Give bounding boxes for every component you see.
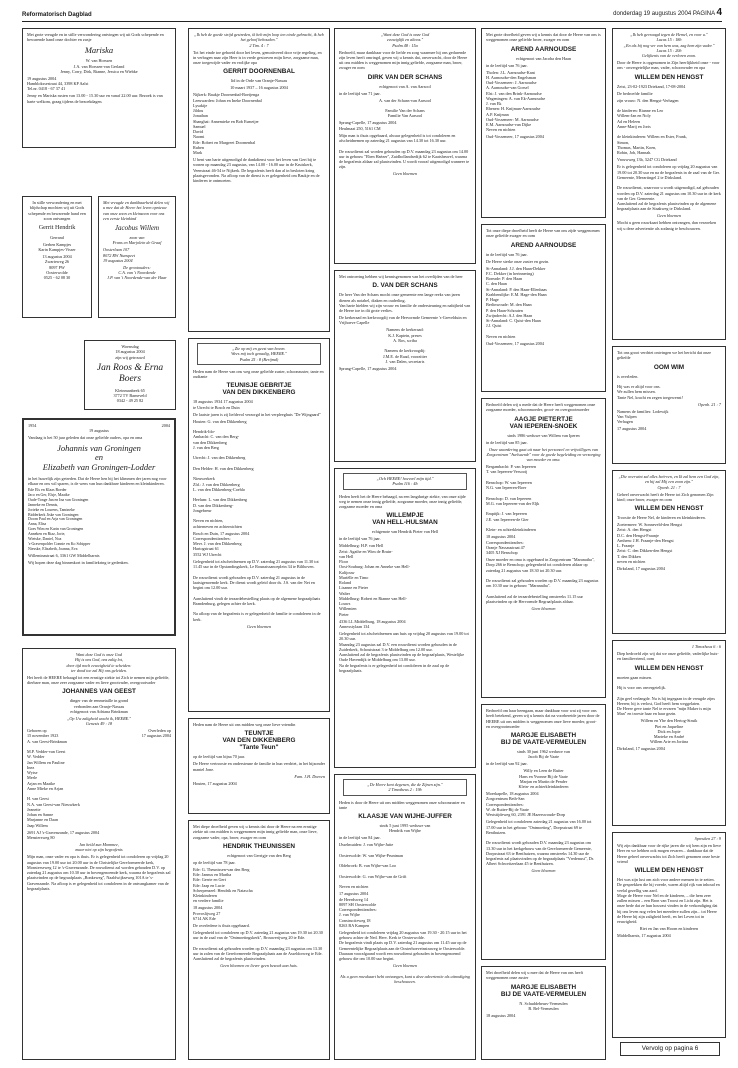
- funeral-details: Mijn man is thuis opgebaard, alwaar gelegenheid is tot condoleren en afscheidnemen op zaterdag 21 augustus van 14.30 tot 16.30 uur. De rouwdienst zal worden gehouden op D.V. maandag 23 augustus om 14.00 uur in gebouw "Eben Haëzer", Zuidhollandsedijk 62 te Kaatsheuvel, waarna de begrafenis aldaar zal plaatsvinden. U wordt vooraf uitgenodigd wanneer te zijn.: [339, 132, 470, 170]
- family-list: St-Annaland: J.J. den Haan-Dekker F.C. Dekker (in herinnering) Boreade: P. den Haan C. den Haan St-Annaland: P. den Haan-Ellenbaas Krabbendijke: E.M. Hage-den Haan P. Hage Berlinwoude: M. den Haan P. den Haan-Schouten Zwijndrecht: A.J. den Haan St-Annaland: C. Quist-den Haan J.J. Quist Neven en nichten: [486, 265, 547, 339]
- subtitle: echtgenoot van Gerrigje van den Berg: [227, 852, 291, 858]
- funeral-details: Gelegenheid tot condoleren zaterdag 21 augustus van 16.00 tot 17.00 uur in het gebouw "Ontmoeting", Dorpsstraat 69 te Benthuizen. De rouwdienst wordt gehouden D.V. maandag 23 augustus om 13.30 uur in het kerkgebouw van de Gereformeerde Gemeente, Dorpsstraat 63 te Benthuizen, waarna omstreeks 14.30 uur de begrafenis zal plaatsvinden op de begraafplaats "Vredenust", Dr. Albert Schweitzerlaan 45 te Benthuizen.: [486, 819, 594, 867]
- year-end: 2004: [161, 423, 170, 428]
- closing-note: Geen bloemen Als u geen rouwkaart hebt ontvangen, kunt u deze advertentie als uitnodiging beschouwen.: [340, 963, 470, 985]
- birth-announcement-mariska: [22, 28, 176, 148]
- obituary-hendrik-theunissen: [188, 820, 330, 1060]
- subtitle: sinds 5 juni 1995 weduwe van Hendrik van Wijhe: [379, 823, 431, 834]
- column-5: [612, 28, 726, 1060]
- ad-intro: Geheel onverwacht heeft de Heere tot Zich genomen Zijn kind; onze broer, zwager en oom: [617, 491, 714, 502]
- page-number: 4: [716, 6, 722, 18]
- ad-text: is overleden. Hij was er altijd voor ons. We zullen hem missen. Tante Nel, kracht en zegen toegewenst!: [617, 373, 683, 400]
- deceased-name: KLAASJE VAN WIJHE-JUFFER: [358, 813, 452, 820]
- age: op de leeftijd van 78 jaar.: [193, 859, 236, 865]
- age: in de leeftijd van 84 jaar.: [339, 835, 381, 841]
- ad-intro: Vandaag is het 50 jaar geleden dat onze geliefde ouders, opa en oma: [28, 435, 143, 441]
- funeral-details: Gelegenheid tot condoleren vrijdag 20 augustus van 19.30 - 20.15 uur in het gebouw achter de Ned. Herv. Kerk te Oosterwolde. De begrafenis vindt plaats op D.V. zaterdag 21 augustus om 11.45 uur op de Gemeentelijke Begraafplaats aan de Oosterhoeveinstraweg te Oosterwolde. Daaraan voorafgaand wordt een rouwdienst gehouden in bovengenoemd gebouw die om 10.00 uur begint.: [339, 929, 467, 962]
- deceased-name: WILLEM DEN HENGST: [634, 73, 704, 81]
- family-list: Zoetermeer: W. Sonneveld-den Hengst Zeist: A. den Hengst D.C. den Hengst-Fraanje Arnhem: J.H. Fraanje-den Hengst L. Fraanje Zeist: C. den Dikken-den Hengst T. den Dikken neven en nichten: [617, 522, 683, 564]
- deceased-name: WILLEM DEN HENGST: [634, 505, 704, 513]
- column-1: [22, 28, 176, 1060]
- ad-text: moeten gaan missen. Hij is voor ons onvergetelijk. Zijn geel verlangde. Nu is hij ingegaan in de vreugde zijns Heeren; hij is verlost, God heeft hem weggelaten. De Heere geve tante Nel te ervaren "mijn Maker is mijn Man" en troeste haar en haar gezin.: [617, 674, 716, 717]
- column-3: [334, 28, 476, 1060]
- newspaper-name: Reformatorisch Dagblad: [22, 11, 92, 18]
- column-2: [188, 28, 330, 1060]
- quote: „De Heere kent degenen, die de Zijnen zijn." 2 Timotheus 2 : 19b: [343, 779, 467, 796]
- deceased-name: WILLEM DEN HENGST: [634, 867, 704, 875]
- ad-intro: Met ontroering hebben wij kennisgenomen van het overlijden van de heer: [339, 274, 463, 279]
- obituary-willempje: [334, 468, 476, 768]
- place-date: Oud-Vossemeer, 17 augustus 2004: [486, 340, 544, 346]
- family-list: Bergambacht: P. van Iepeeren T. van Iepeeren-Versooij Benschop: W. van Iepeeren N.G. van Iepeeren-Boer Benschop: D. van Iepeeren M.G. van Iepeeren-van der Eljk Empitjk: J. van Iepeeren J.E. van Iepeeren-de Gier Klein- en achterkleinkinderen: [486, 464, 540, 533]
- family-list: A. van Geest-Brinkman M.P. Vedder-van Geest W. Vedder Jan Willem en Pauline Inez Wytse Merle Arjan en Maaike Anne Mieke en Arjan H. van Geest N.A. van Geest-van Nieuwkerk Jeanette Johan en Sanne Marjanne en Daan Jaap Willem: [27, 738, 80, 828]
- family-list: Tholen: J.L. Aarnoudse-Kant H. Aarnoudse-den Engelsman Oud-Vossemeer: J. Aarnoudse A. Aarnoudse-van Gorsel Elst: J. van den Brink-Aarnoudse Wageningen: A. van Ek-Aarnoudse J. van Ek Rhenen: H. Knijman-Aarnoudse A.P. Knijman Oud-Vossemeer: M. Aarnoudse E.M. Aarnoudse-van Dijke Neven en nichten: [486, 69, 546, 133]
- obituary-dirk-van-der-schans: [334, 28, 476, 264]
- ad-text: Het was zijn lust om zich voor andere mensen in te zetten. De gesprekken die hij voerde, waren altijd rijk van inhoud en veelal gezellig van aard. Moge de Heere voor Nel en de kinderen, – die hem zeer zullen missen – een Bron van Troost en Licht zijn. Het is onze bede dat ze hun houvast vinden in de verkondiging dat bij ons leven nog velen het meerdere zullen zijn... tot Heere de Heere hij zijn zaligheid heeft, en het Leven tot in eeuwigheid.: [617, 877, 720, 925]
- quote: Openb. 21 : 7: [697, 401, 721, 407]
- age: in de leeftijd van 76 jaar.: [339, 536, 381, 542]
- obituary-willem-den-hengst-vriend: [612, 832, 726, 1038]
- deceased-name: AREND AARNOUDSE: [510, 241, 577, 249]
- life-dates: Zeist, 23-02-1923 Driekand, 17-08-2004: [617, 83, 686, 89]
- place-date: Sprang-Capelle, 17 augustus 2004: [339, 365, 397, 371]
- ad-text: in het huwelijk zijn getreden. Dat de Heere hen bij het klimmen der jaren nog voor elkaar en ons wil sparen, is de wens van hun dankbare kinderen en kleinkinderen.: [28, 475, 167, 487]
- place-date: Oud-Vossemeer, 17 augustus 2004: [486, 134, 544, 140]
- verse: „Op Uw zaligheid wacht ik, HEERE." Genesis 49 : 18: [67, 715, 131, 727]
- details: 13 augustus 2004 Zwarteweg 26 8097 PW Oosterwolde 0525 - 62 08 30: [42, 254, 72, 281]
- anniversary-announcement: [22, 418, 176, 636]
- quote: „Die overwint zal alles beërven, en Ik zal hem een God zijn, en hij zal Mij een zoon zijn." Openb. 21 : 7: [618, 474, 720, 490]
- child-subname: zoon van Frans en Marjolein de Graaf: [112, 235, 162, 246]
- address: Kleinmanbeek 65 3772 TV Barneveld 0342 - 49 25 82: [113, 387, 147, 404]
- birth-announcement-gerrit: [22, 196, 92, 318]
- deceased-name: AAGJE PIETERTJE VAN IEPEREN-SNOEK: [509, 415, 578, 430]
- quote: „Ik heb de goede strijd gestreden, ik heb mijn loop ten einde gebracht, ik heb het geloof behouden." 2 Tim. 4 : 7: [194, 32, 324, 48]
- child-name: Gerrit Hendrik: [38, 224, 76, 231]
- family-list: Riet en Jan van Hoorn en kinderen: [639, 926, 699, 932]
- age: in de leeftijd van 76 jaar.: [486, 62, 528, 68]
- funeral-details: Gelegenheid tot condoleren op D.V. zaterdag 21 augustus van 19.30 tot 20.30 uur in de zaal van de "Ontmoetingskerk", Brouwerijweg 20 te Ede. De rouwdienst zal gehouden worden op D.V. maandag 23 augustus om 13.30 uur in zalen van de Gereformeerde Begraafplaats aan de Asseldorweg te Ede. Aansluitend zal de begrafenis plaatsvinden.: [193, 930, 323, 962]
- funeral-details: Gelegenheid tot afscheidnemen aan huis op vrijdag 20 augustus van 19.00 tot 20.30 uur. Maandag 23 augustus zal D.V. een rouwdienst worden gehouden in de Zuiderkerk, Schoutstraat 3 te Middelburg om 12.00 uur. Aansluitend zal de begrafenis plaatsvinden op de begraafplaats, Westelijke Oude Havendijk te Middelburg om 13.00 uur. Na de begrafenis is er gelegenheid tot condoleren in de zaal op de begraafplaats.: [339, 631, 469, 673]
- obituary-oom-wim: [612, 346, 726, 464]
- subtitle: echtgenoot van Jacoba den Haan: [516, 55, 571, 61]
- address: Vrouwweg 13b, 3247 CG Driekand: [617, 157, 677, 163]
- child-name: Jacobus Willem: [114, 224, 160, 232]
- ad-intro: Tot ons groot verdriet ontvingen we het bericht dat onze geliefde: [617, 350, 712, 361]
- deceased-name: TEUNISJE GEBRITJE VAN DEN DIKKENBERG: [222, 382, 296, 397]
- address: 2691 AJ 's-Gravenzande, 17 augustus 2004 Menstersweg 80: [27, 829, 100, 840]
- family-list: A. van der Schans-van Aarsool Familie Van der Schans Familie Van Aarsool: [379, 97, 431, 119]
- couple-names: Jan Roos & Erna Boers: [96, 362, 164, 384]
- closing-note: Geen bloemen: [531, 606, 556, 612]
- born-date: Geboren op 15 november 1923: [27, 728, 59, 739]
- page-header: [613, 7, 722, 20]
- ad-intro: Diep bedroefd zijn wij dat we onze geliefde, vaderlijke huis- en familievriend, oom: [617, 651, 719, 662]
- deceased-name: WILLEM DEN HENGST: [634, 664, 704, 672]
- closing-note: Geen bloemen: [246, 623, 272, 629]
- issue-date: donderdag 19 augustus 2004: [613, 10, 692, 17]
- place-date: Middelharnis, 17 augustus 2004: [617, 933, 671, 939]
- life-dates: [27, 728, 171, 739]
- closing-note: Geen bloemen: [531, 868, 556, 874]
- ad-intro: Met droefheid delen wij u mee dat de Heere van ons heeft weggenomen onze zuster: [486, 970, 584, 981]
- signature: Fam. J.H. Doeven: [294, 773, 325, 779]
- quote: „Och HEERE! hoeveel mijn tijd." Psalm 116 : 4b: [343, 473, 467, 490]
- family-list: IJsselmuiden: J. van Wijhe-Jutte Oosterwolde: W. van Wijhe-Pruntman Oldebroek: B. van Wijhe-van Loo Oosterwolde: G. van Wijhe-van de Grift Neven en nichten: [339, 842, 407, 890]
- obituary-teunisje: [188, 338, 330, 712]
- deceased-name: AREND AARNOUDSE: [510, 45, 577, 53]
- obituary-willem-den-hengst-siblings: [612, 470, 726, 634]
- family-list: N. Schuddebeurs-Vermeulen B. Bel-Vermeulen: [519, 1000, 568, 1011]
- ad-text: Troosite de Heere Nel, de kinderen en kleinkinderen.: [617, 515, 706, 521]
- year-start: 1954: [28, 423, 37, 428]
- page-label: PAGINA: [692, 10, 715, 17]
- deceased-name: TEUNTJE VAN DEN DIKKENBERG "Tante Teun": [222, 730, 296, 752]
- ad-intro: Door de Heere is opgenomen in Zijn heerlijkheid onze - voor ons - onvergetelijke man, vader, schoonvader en opa: [617, 60, 720, 71]
- age: in de leeftijd van 92 jaar.: [486, 761, 528, 767]
- quote-secondary: Jan heild zun Mommee, maar niet op zijn begrafenis: [75, 842, 123, 853]
- obituary-willem-den-hengst-family: [612, 28, 726, 340]
- obituary-johannes-van-geest: [22, 648, 176, 1060]
- subtitle: echtgenote van Hendrik Pieter van Hell: [371, 529, 439, 535]
- age: in de leeftijd van 76 jaar.: [486, 251, 528, 257]
- place-date: Dirksland, 17 augustus 2004: [617, 565, 665, 571]
- anniversary-date: 19 augustus: [89, 428, 109, 434]
- wedding-intro: Woensdag 18 augustus 2004 zijn wij getrouwd: [115, 344, 145, 360]
- ad-intro: Het heeft de HEERE behaagd tot een ernstige ziekte tot Zich te nemen mijn geliefde, dierbare man, onze zeer zorgzame vader en lieve grootvader, overgrootvader: [27, 674, 170, 686]
- obituary-teuntje: [188, 718, 330, 814]
- family-list: Willy en Leen de Ruiter Hans en Yvonne Bij de Vaate Marjan en Martin de Pender Klein- en achterkleinkinderen: [518, 768, 569, 790]
- closing-note: Geen bloemen: [656, 213, 682, 219]
- deceased-name: MARGJE ELISABETH BIJ DE VAATE-VERMEULEN: [500, 983, 587, 998]
- details: Oosterlaan 107 8072 RW Nunspeet 19 augustus 2004: [103, 247, 136, 263]
- ad-intro: Heden heeft het de Heere behaagd, na een langdurige ziekte, van onze zijde weg te nemen onze innig geliefde, zorgzame moeder, onze innig geliefde, zorgzame moeder en oma: [339, 493, 466, 509]
- grandparents: De grootouders: C.A. van 't Noordende J.P. van 't Noordende-van der Haar: [107, 264, 167, 281]
- deceased-name: MARGJE ELISABETH BIJ DE VAATE-VERMEULEN: [500, 732, 587, 747]
- ad-text: De Heere sterke onze zuster en gezin.: [486, 258, 550, 264]
- wedding-announcement: [84, 340, 176, 410]
- ad-intro: Bedroefd delen wij u mede dat de Heere heeft weggenomen onze zorgzame moeder, schoonmoeder, groot- en overgrootmoeder: [486, 402, 596, 413]
- place-date: 17 augustus 2004: [617, 426, 647, 432]
- age: op de leeftijd van bijna 70 jaar.: [193, 754, 245, 760]
- ad-intro: Heden nam de Heere van ons weg onze geliefde zuster, schoonzuster, tante en oudtante: [193, 368, 324, 379]
- couple-names: Johannis van Groningen en Elizabeth van Groningen-Lodder: [42, 442, 156, 473]
- child-subname: Gerrand: [50, 234, 64, 240]
- ad-intro: Met grote vreugde en in stille verwondering ontvingen wij uit Gods schepende en bewarende hand onze dochter en zusje: [27, 32, 164, 43]
- ad-text-secondary: De kerkeraad en kerkvoogdij van de Hervormde Gemeente 's-Grevelduin en Vrijhoeve Capelle: [339, 315, 467, 326]
- address: Moerkapelle, 18 augustus 2004 Zorgcentrum Beth-San Correspondentieadres: W. de Ruiter-Bij de Vaate Weststijdeweg 60, 2391 JE Hazerswoude-Dorp: [486, 791, 566, 818]
- quote: „Ik heb gevraagd tegen de Hemel, en voor u." Lucas 15 : 18b „En als bij nog ver van hem was, zag hem zijn vader." Lucas 15 : 20b Gelijkenis van de verloren zoon.: [623, 32, 715, 58]
- address: 17 augustus 2004 de Heerdsweg 14 8097 SH Oosterwolde Correspondentieadres: J. van Wijhe Constructieweg 18 8263 BA Kampen: [339, 891, 377, 928]
- subtitle: sinds 30 juni 1962 weduwe van Jacob Bij de Vaate: [517, 749, 570, 760]
- ad-text: De overledene is thuis opgebaard.: [193, 922, 250, 928]
- family-list: Namens de families: Lodewijk Van Vulpen Verhagen: [617, 408, 669, 425]
- deceased-name: OOM WIM: [653, 363, 685, 371]
- closing-note: Geen bloemen: [392, 171, 418, 177]
- note: Wij hopen deze dag binnenkort in familiekring te gedenken.: [28, 560, 129, 566]
- obituary-aagje: [481, 398, 606, 698]
- ad-text: De Heere vertrooste en ondersteune de familie in hun verdriet, in het bijzonder mantel Jone.: [193, 761, 325, 772]
- address: Sprang-Capelle, 17 augustus 2004 Heulmaat 250, 5161 CM: [339, 120, 397, 131]
- address: Bosch en Duin, 17 augustus 2004 Correspondentieadres: Mevr. J. van den Dikkenberg Hartogstraat 61 3552 WJ Utrecht: [193, 530, 250, 557]
- ad-intro: Heden nam de Heere uit ons midden weg onze lieve vriendin: [193, 722, 296, 727]
- continued-on-page-link[interactable]: Vervolg op pagina 6: [620, 1042, 720, 1056]
- address: 18 augustus 2004 Correspondentieadres: Oranje Nassaustraat 47 3405 XJ Benschop: [486, 534, 525, 556]
- family-list: Ede: G. Theunissen-van den Berg Ede: Jannus en Martha Ede: Gerrie en Gert Ede: Jaap en Lucie Scherpenzeel: Hendrik en Natascha Kleinkinderen en verdere familie: [193, 866, 253, 904]
- family-list: zijn vrouw: N. den Hengst-Verhagen de kinderen: Rianne en Leo Willem-Jan en Noly Ad en Heleen Anne-Marij en Joris de kleinkinderen: Willem en Ester, Frank, Simon, Thomas, Martin, Koen, Robin, Job, Hannah.: [617, 97, 687, 156]
- deceased-name: DIRK VAN DER SCHANS: [367, 73, 443, 81]
- obituary-margje-sisters: [481, 966, 606, 1060]
- ad-intro: Heden is door de Heere uit ons midden weggenomen onze schoonzuster en tante: [339, 799, 465, 810]
- family-list: Ede Els en Klaas Boeder Jaco en Ger, Elsje, Maaike Oude-Tonge Jan en Ina van Groningen Janneke en Dennis, Jorieke en Lourens, Tamineke Bidderkerk Jiske van Groningen Doorn Paul en Arja van Groningen Anna, Elisa Goes Wim en Karin van Groningen Anneken en Riaz, Jorie, Wietske, Daniel, Noa 's-Gravenpolder Connie en Ko Schipper Niesske, Elisabeth, Joanna, Eva: [28, 488, 91, 551]
- ad-intro: Met grote droefheid geven wij u kennis dat door de Heere van ons is weggenomen onze geliefde broer, zwager en oom: [486, 32, 601, 43]
- place-date: Dirksland, 17 augustus 2004: [617, 746, 665, 752]
- place-date: Houten, 17 augustus 2004: [193, 780, 237, 786]
- family-list: Houten: G. van den Dikkenberg Hendrik-Ido- Ambacht: C. van den Berg- van den Dikkenberg J. van den Berg Utrecht: J. van den Dikkenberg Den Helder: H. van den Dikkenberg Nieuwerkerk Zld.: J. van den Dikkenberg L. van den Dikkenberg-Coehlo Heelum: L. van den Dikkenberg D. van den Dikkenberg- Jongebreur Neven en nichten, achterneven en achternichten: [193, 418, 254, 529]
- subtitle: lid in de Orde van Oranje-Nassau: [230, 78, 288, 84]
- obituary-arend-aarnoudse: [481, 28, 606, 218]
- died-date: Overleden op 17 augustus 2004: [141, 728, 171, 739]
- birth-announcement-jacobus: [98, 196, 176, 318]
- ad-intro: In stille verwondering en met blijdschap mochten wij uit Gods schepende en bewarende hand een zoon ontvangen: [28, 200, 86, 221]
- quote: „Zie op mij en geest van boven. Wees mij toch genadig, HEERE." Psalm 25 : 8 (Berijmd): [197, 343, 321, 365]
- address: Willeminastraat 6, 3361 GW Middelharnis: [28, 553, 100, 559]
- life-dates: 10 maart 1937 – 16 augustus 2004: [230, 85, 288, 91]
- signature: Namens de kerkeraad: K.J. Kaptein, preses A. Ros, scriba Namens de kerkvoogdij: J.M.E. de Raad, voorzitter J. van Dalen, secretaris: [382, 327, 428, 364]
- funeral-details: Mijn man, onze vader en opa is thuis. Er is gelegenheid tot condoleren op vrijdag 20 augustus van 19.00 uur tot 20.00 uur in de Christelijke Gereformeerde kerk, Monsterseweg 12 te 's-Gravenzande. De rouwdienst zal worden gehouden D.V. op zaterdag 21 augustus om 10.30 uur in bovengenoemde kerk, waarna de begrafenis zal plaatsvinden op de begraafplaats „Bonkeweg", Naaldwijkseweg 101A te 's-Gravenzande. Na afloop is er gelegenheid tot condoleren in de ontvangkamer van de begraafplaats.: [27, 854, 171, 891]
- family-list: Nijkerk: Baukje Doornenbal-Boeijenga Leeuwarden: Johan en Ineke Doornenbal Lysakije Jildou Jonathan Shanghai: Annemieke en Bob Esmeijer Samuel David Naomi Ede: Robert en Margreet Doornenbal Ruben Mark: [193, 92, 262, 156]
- obituary-margje: [481, 704, 606, 960]
- obituary-gerrit-doornenbal: [188, 28, 330, 332]
- subtitle: echtgenoot van A. van Aarsool: [379, 83, 431, 89]
- subtitle: dinger van de eenmetaille in grond verbonden aan Oranje-Nassau echtgenoot van Adriana Brinkman: [69, 698, 129, 714]
- life-dates: 18 augustus 1934 17 augustus 2004 te Utrecht te Bosch en Duin: [193, 399, 253, 410]
- ad-intro: Tot het einde toe geboeid door het leven, gemotiveerd door vrije regeling, en in verbagen naar zijn Heer is in vrede gestorven mijn lieve, zorgzame man, onze toegewijde vader en vrolijke opa: [193, 49, 322, 66]
- quote: Spreuken 27 : 9: [694, 836, 721, 841]
- ad-intro: Bedroefd om haar heengaan, maar dankbaar voor wat zij voor ons heeft betekend, geven wij u kennis dat na voorbereide jaren door de HEERE uit ons midden is weggenomen onze lieve moeder, groot- en overgrootmoeder: [486, 708, 600, 729]
- funeral-details: Onze moeder en oma is opgebaard in Zorgcentrum "Maranatha", Dorp 266 te Benschop; gelegenheid tot condoleren aldaar op zaterdag 21 augustus van 18.30 tot 20.30 uur. De rouwdienst zal gehouden worden op D.V. maandag 23 augustus om 10.30 uur in gebouw "Maranatha". Aansluitend zal de teraardebestelling omstreeks 11.15 uur plaatsvinden op de Hervormde Begraafplaats aldaar.: [486, 557, 599, 605]
- family-list: Willem en Ybe den Hertog-Struik Piet en Jaqueline Dick en Jopie Marieke en André Willem Arie en Joriina: [640, 718, 698, 745]
- obituary-klaasje: [334, 774, 476, 1060]
- masthead: [22, 8, 722, 22]
- note: Mocht u geen rouwkaart hebben ontvangen, dan verzoeken wij u deze advertentie als zodanig te beschouwen.: [617, 220, 717, 231]
- subtitle: De bedroefde familie: [617, 90, 653, 96]
- ad-text: De laatste jaren is zij liefdevol verzorgd in het verpleeghuis "De Wijngaard": [193, 411, 321, 417]
- deceased-name: D. VAN DER SCHANS: [372, 282, 438, 290]
- subtitle: sinds 1986 weduwe van Willem van Iperen: [507, 432, 580, 438]
- deceased-name: HENDRIK THEUNISSEN: [222, 842, 296, 850]
- details: 19 augustus 2004 Hamblokssestraat 44, 3398 KP Aalst Tel.nr. 0418 - 67 37 41: [27, 75, 89, 92]
- deceased-name: JOHANNES VAN GEEST: [62, 688, 136, 696]
- address: 18 augustus 2004 Provoslijweg 27 6714 AK Ede: [193, 905, 223, 921]
- deceased-name: WILLEMPJE VAN HELL-HULSMAN: [372, 512, 438, 527]
- funeral-details: U bent van harte uitgenodigd de dankdienst voor het leven van Gert bij te wonen op maandag 23 augustus, van 14.00 - 16.00 uur in de Kruiskerk, Veenstraat 46-54 te Nijkerk. De begrafenis heeft dan al in besloten kring plaatsgevonden. Na afloop van de dienst is er gelegenheid om Baukje en de kinderen te ontmoeten.: [193, 157, 320, 184]
- child-name: Mariska: [84, 44, 114, 55]
- ad-intro: Tot onze diepe droefheid heeft de Heere van ons zijde weggenomen onze geliefde zwager en oom: [486, 228, 600, 239]
- deceased-name: GERRIT DOORNENBAL: [223, 68, 295, 76]
- address: 4336 LL Middelburg, 18 augustus 2004 Annexstylaan 134: [339, 618, 406, 629]
- ad-intro: Wij zijn dankbaar voor de rijke jaren die wij hem zijn en lieve Heer en we hebben ook mogen ervaren... dankbaar dat de Heere geheel onverwachts tot Zich heeft genomen onze beste vriend: [617, 843, 722, 864]
- quote: Want deze God is onze God Hij is ons God, ons zalig lot, door tijd noch eeuwigheid te scheiden: ter dood toe zal Hij ons geleiden.: [66, 652, 132, 673]
- funeral-details: Er is gelegenheid tot condoleren op vrijdag 20 augustus van 19.00 tot 20.30 uur en na de begrafenis in de zaal van de Ger. Gemeente, Meeartingel 2 te Dirksland. De rouwdienst, waarvoor u wordt uitgenodigd, zal gehouden worden op D.V. zaterdag 21 augustus om 10.30 uur in de kerk van de Ger. Gemeente. Aansluitend zal de begrafenis plaatsvinden op de algemene begraafplaats aan de Staakweg te Dirksland.: [617, 164, 721, 212]
- closing-note: Geen bloemen en liever geen bezoek aan huis.: [220, 963, 298, 969]
- note: Jenny en Mariska rusten van 13.00 - 15.30 uur en vanaf 22.00 uur. Bezoek is van harte welkom, graag tijdens de bezoekdagen.: [27, 93, 163, 104]
- obituary-willem-den-hengst-friends: [612, 640, 726, 826]
- ad-intro: Bedroefd, maar dankbaar voor de liefde en zorg waarmee hij ons gedurende zijn leven heeft omringd, geven wij u kennis dat, onverwacht, door de Heere uit ons midden is weggenomen mijn innig geliefde, zorgzame man, broer, zwager en oom: [339, 49, 468, 71]
- place-date: 18 augustus 2004: [486, 1012, 516, 1018]
- quote: Onze waardering gaat uit naar het personeel en vrijwilligers van Zorgcentrum "Avelsaerde" voor de goede begeleiding en verzorging van moeder en oma.: [486, 446, 601, 463]
- quote: „Want deze God is onze God eeuwiglijk en altoos." Psalm 48 : 15a: [380, 32, 430, 48]
- ad-text: De heer Van der Schans mocht onze gemeente een lange reeks van jaren dienen als notabel, diaken en ouderling. Van harte hielden wij zijn vrouw en familie de ondersteuning en nabijheid van de Heere toe in dit grote verlies.: [339, 292, 471, 314]
- parents: Gerben Kampjes Karin Kampjes-Visser: [38, 241, 76, 253]
- parents: W. van Horssen J.A. van Horssen-van Gerland Jenny, Corry, Dirk, Rianne, Jessica en Wiebke: [60, 58, 138, 74]
- funeral-details: Gelegenheid tot afscheidnemen op D.V. zaterdag 21 augustus van 11.30 tot 11.45 uur in de Opstandingskerk, Le Rounaissanceplein 34 te Bilthoven. De rouwdienst wordt gehouden op D.V. zaterdag 21 augustus in de laatstgenoemde kerk. De dienst wordt geleid door ds. J.S. van der Net en begint om 12.00 uur. Aansluitend vindt de teraardebestelling plaats op de algemene begraafplaats Brandenburg, gelegen achter de kerk. Na afloop van de begrafenis is er gelegenheid de familie te condoleren in de kerk.: [193, 558, 321, 622]
- ad-intro: Met vreugde en dankbaarheid delen wij u mee dat de Heere het leven opnieuw van onze zoon en kleinzoon voor ons een eerste kleinkind: [103, 200, 170, 221]
- obituary-arend-aarnoudse-family: [481, 224, 606, 392]
- age: in de leeftijd van 71 jaar.: [339, 90, 381, 96]
- age: in de leeftijd van 85 jaar.: [486, 439, 528, 445]
- ad-intro: Met diepe droefheid geven wij u kennis dat door de Heere na een ernstige ziekte uit ons midden is weggenomen mijn innig geliefde man, onze lieve, zorgzame vader, opa, broer, zwager en oom: [193, 824, 318, 840]
- family-list: Middelburg: H.P. van Hell Zeist: Agathe en Wim de Bruin- van Hell Floor Oost-Souburg: Johan en Anneke van Hell- Kalijouw Muriëlle en Timo Roland Lisanne en Pieter Walter Middelburg: Robert en Rianne van Hell- Louws Willemien Pieter: [339, 543, 410, 617]
- obituary-d-van-der-schans-church: [334, 270, 476, 462]
- column-4: [481, 28, 606, 1060]
- quote: 1 Timotheus 6 : 6: [691, 644, 721, 649]
